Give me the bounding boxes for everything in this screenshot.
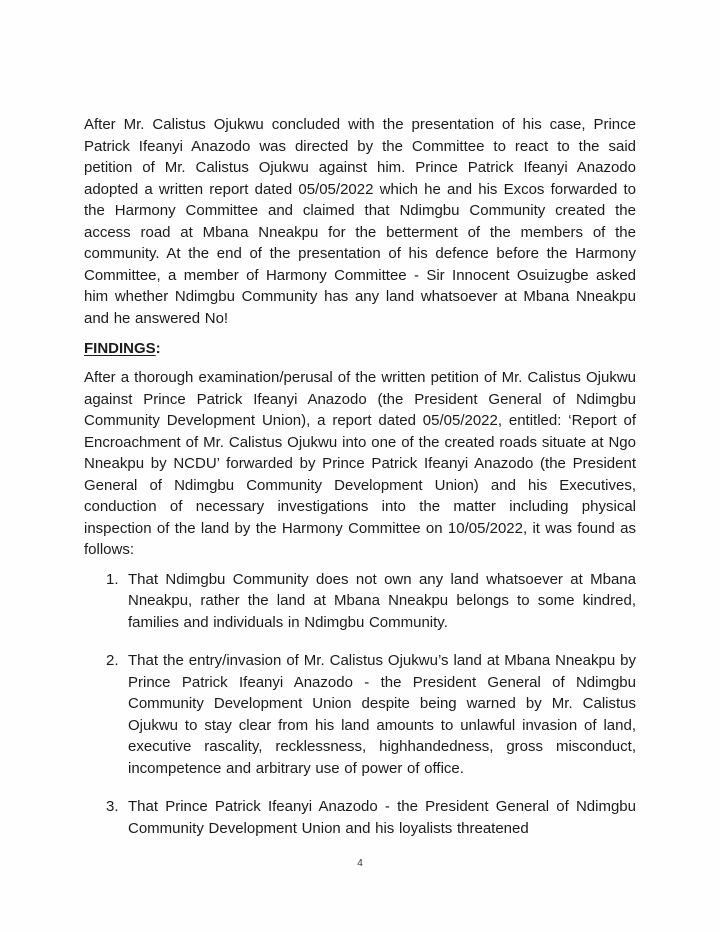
page-number: 4	[357, 858, 363, 869]
finding-item	[106, 569, 636, 634]
finding-item	[106, 650, 636, 779]
findings-paragraph: After a thorough examination/perusal of the written petition of Mr. Calistus Ojukwu against Prince Patrick Ifeanyi Anazodo (the President General of Ndimgbu Community Development Union), a report dated 05/05/2022, entitled: ‘Report of Encroachment of Mr. Calistus Ojukwu into one of the created roads situate at Ngo Nneakpu by NCDU’ forwarded by Prince Patrick Ifeanyi Anazodo (the President General of Ndimgbu Community Development Union) and his Executives, conduction of necessary investigations into the matter including physical inspection of the land by the Harmony Committee on 10/05/2022, it was found as follows:	[84, 369, 636, 558]
findings-heading	[84, 338, 636, 359]
finding-item	[106, 796, 636, 839]
intro-paragraph: After Mr. Calistus Ojukwu concluded with the presentation of his case, Prince Patrick Ifeanyi Anazodo was directed by the Committee to react to the said petition of Mr. Calistus Ojukwu against him. Prince Patrick Ifeanyi Anazodo adopted a written report dated 05/05/2022 which he and his Excos forwarded to the Harmony Committee and claimed that Ndimgbu Community created the access road at Mbana Nneakpu for the betterment of the members of the community. At the end of the presentation of his defence before the Harmony Committee, a member of Harmony Committee - Sir Innocent Osuizugbe asked him whether Ndimgbu Community has any land whatsoever at Mbana Nneakpu and he answered No!	[84, 116, 636, 327]
findings-list	[84, 569, 636, 840]
finding-number: 3.	[106, 798, 119, 815]
document-body	[84, 114, 636, 856]
finding-number: 2.	[106, 652, 119, 669]
finding-text: That Ndimgbu Community does not own any land whatsoever at Mbana Nneakpu, rather the land at Mbana Nneakpu belongs to some kindred, families and individuals in Ndimgbu Community.	[128, 570, 636, 631]
findings-heading-colon: :	[155, 340, 161, 357]
finding-number: 1.	[106, 570, 119, 588]
finding-text: That Prince Patrick Ifeanyi Anazodo - the President General of Ndimgbu Community Development Union and his loyalists threatened	[128, 798, 636, 837]
finding-text: That the entry/invasion of Mr. Calistus Ojukwu’s land at Mbana Nneakpu by Prince Patrick Ifeanyi Anazodo - the President General of Ndimgbu Community Development Union despite being warned by Mr. Calistus Ojukwu to stay clear from his land amounts to unlawful invasion of land, executive rascality, recklessness, highhandedness, gross misconduct, incompetence and arbitrary use of power of office.	[128, 652, 636, 777]
findings-heading-text: FINDINGS	[84, 340, 156, 357]
